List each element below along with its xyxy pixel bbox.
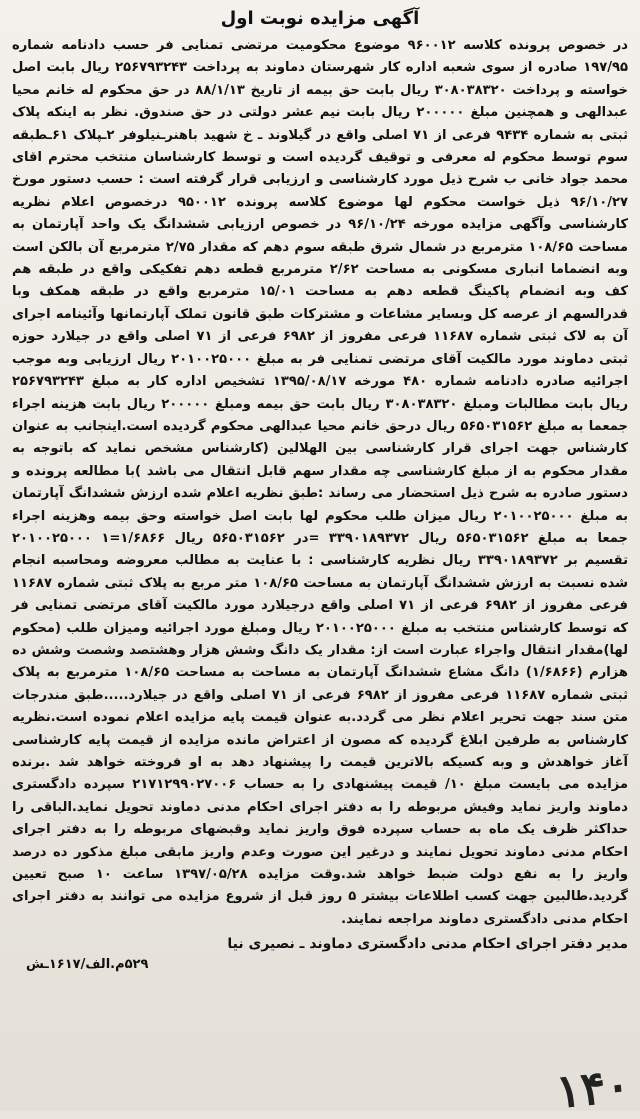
- reference-code: ۵۲۹م.الف/۱۶۱۷ـش: [26, 957, 149, 973]
- notice-body: در خصوص پرونده کلاسه ۹۶۰۰۱۲ موضوع محکومیت مرتضی تمنایی فر حسب دادنامه شماره ۱۹۷/۹۵ صادره از سوی شعبه اداره کار شهرستان دماوند به پرداخت ۲۵۶۷۹۳۲۴۳ ریال بابت اصل خواسته و پرداخت ۳۰۸۰۳۸۳۲۰ ریال بابت حق بیمه از تاریخ ۸۸/۱/۱۳ در حق محکوم له خانم محیا عبدالهی و همچنین مبلغ ۲۰۰۰۰۰ ریال بابت نیم عشر دولتی در حق صندوق. نظر به اینکه پلاک ثبتی به شماره ۹۴۳۴ فرعی از ۷۱ اصلی واقع در گیلاوند ـ خ شهید باهنرـنیلوفر ۲ـپلاک ۶۱ـطبقه سوم توسط محکوم له معرفی و توقیف گردیده است و توسط کارشناسان منتخب محترم اقای محمد جواد خانی ب شرح ذیل مورد کارشناسی و ارزیابی قرار گرفته است : حسب دستور مورخ ۹۶/۱۰/۲۷ ذیل خواست محکوم لها موضوع کلاسه پرونده ۹۵۰۰۱۲ درخصوص اعلام نظریه کارشناسی وآگهی مزایده مورخه ۹۶/۱۰/۲۴ در خصوص ارزیابی ششدانگ یک واحد آپارتمان به مساحت ۱۰۸/۶۵ مترمربع در شمال شرق طبقه سوم دهم که مقدار ۲/۷۵ مترمربع آن بالکن است وبه انضماما انباری مسکونی به مساحت ۲/۶۲ مترمربع قطعه دهم تفکیکی واقع در طبقه هم کف وبه انضمام پاکینگ قطعه دهم به مساحت ۱۵/۰۱ مترمربع واقع در طبقه همکف وبا قدرالسهم از عرصه کل وبسایر مشاعات و مشترکات طبق قانون تملک آپارتمانها وآئینامه اجرای آن به لاک ثبتی شماره ۱۱۶۸۷ فرعی مفروز از ۶۹۸۲ فرعی از ۷۱ اصلی واقع در جیلارد حوزه ثبتی دماوند مورد مالکیت آقای مرتضی تمنایی فر به مبلغ ۲۰۱۰۰۲۵۰۰۰ ریال ارزیابی وبه موجب اجرائیه صادره دادنامه شماره ۴۸۰ مورخه ۱۳۹۵/۰۸/۱۷ تشخیص اداره کار به مبلغ ۲۵۶۷۹۳۲۴۳ ریال بابت مطالبات ومبلغ ۳۰۸۰۳۸۳۲۰ ریال بابت حق بیمه ومبلغ ۲۰۰۰۰۰ ریال بابت هزینه اجراء جمعما به مبلغ ۵۶۵۰۳۱۵۶۲ ریال درحق خانم محیا عبدالهی محکوم گردیده است.اینجانب به عنوان کارشناس جهت اجرای قرار کارشناسی بین الهلالین (کارشناس مشخص نماید که باتوجه به مقدار محکوم به از مبلغ کارشناسی چه مقدار سهم قابل انتقال می باشد )با مطالعه پرونده و دستور صادره به شرح ذیل استحضار می رساند :طبق نظریه اعلام شده ارزش ششدانگ آپارتمان به مبلغ ۲۰۱۰۰۲۵۰۰۰ ریال میزان طلب محکوم لها بابت اصل خواسته وحق بیمه وهزینه اجراء جمعا به مبلغ ۵۶۵۰۳۱۵۶۲ ریال ۳۳۹۰۱۸۹۳۷۲ =در ۵۶۵۰۳۱۵۶۲ ریال ۱/۶۸۶۶=۱ ۲۰۱۰۰۲۵۰۰۰ تقسیم بر ۳۳۹۰۱۸۹۳۷۲ ریال نظریه کارشناسی : با عنایت به مطالب معروضه ومحاسبه انجام شده نسبت به ارزش ششدانگ آپارتمان به مساحت ۱۰۸/۶۵ متر مربع به پلاک ثبتی شماره ۱۱۶۸۷ فرعی مفروز از ۶۹۸۲ فرعی از ۷۱ اصلی واقع درجیلارد مورد مالکیت آقای مرتضی تمنایی فر که توسط کارشناس منتخب به مبلغ ۲۰۱۰۰۲۵۰۰۰ ریال ومبلغ مورد اجرائیه ومیزان طلب (محکوم لها)مقدار انتقال واجراء عبارت است از: مقدار یک دانگ وشش هزار وهشتصد وشصت وشش ده هزارم (۱/۶۸۶۶) دانگ مشاع ششدانگ آپارتمان به مساحت به مساحت ۱۰۸/۶۵ مترمربع به پلاک ثبتی شماره ۱۱۶۸۷ فرعی مفروز از ۶۹۸۲ فرعی از ۷۱ اصلی واقع در جیلارد.....طبق مندرجات متن سند جهت تحریر اعلام نظر می گردد.به عنوان قیمت پایه مزایده اعلام نموده است.نظریه کارشناس به طرفین ابلاغ گردیده که مصون از اعتراض مانده مزایده از قیمت پایه کارشناسی آغاز خواهدش و وبه کسیکه بالاترین قیمت را پیشنهاد دهد به او فروخته خواهد شد .برنده مزایده می بایست مبلغ ۱۰/ قیمت پیشنهادی را به حساب ۲۱۷۱۲۹۹۰۲۷۰۰۶ سپرده دادگستری دماوند واریز نماید وفیش مربوطه را به دفتر اجرای احکام مدنی دماوند تحویل نماید.الباقی را حداکثر ظرف یک ماه به حساب سپرده فوق واریز نماید وقبضهای مربوطه را به دفتر اجرای احکام مدنی دماوند تحویل نمایند و درغیر این صورت وعدم واریز مابقی مبلغ مذکور ده درصد واریز را به نفع دولت ضبط خواهد شد.وقت مزایده ۱۳۹۷/۰۵/۲۸ ساعت ۱۰ صبح تعیین گردید.طالبین جهت کسب اطلاعات بیشتر ۵ روز قبل از شروع مزایده می توانند به دفتر اجرای احکام مدنی دادگستری دماوند مراجعه نمایند.: [12, 38, 629, 927]
- notice-title: آگهی مزایده نوبت اول: [220, 8, 420, 29]
- signatory-line: مدیر دفتر اجرای احکام مدنی دادگستری دماوند ـ نصیری نیا: [227, 936, 628, 953]
- notice-footer: [12, 933, 628, 1013]
- handwritten-number: ۱۴۰: [553, 1057, 633, 1119]
